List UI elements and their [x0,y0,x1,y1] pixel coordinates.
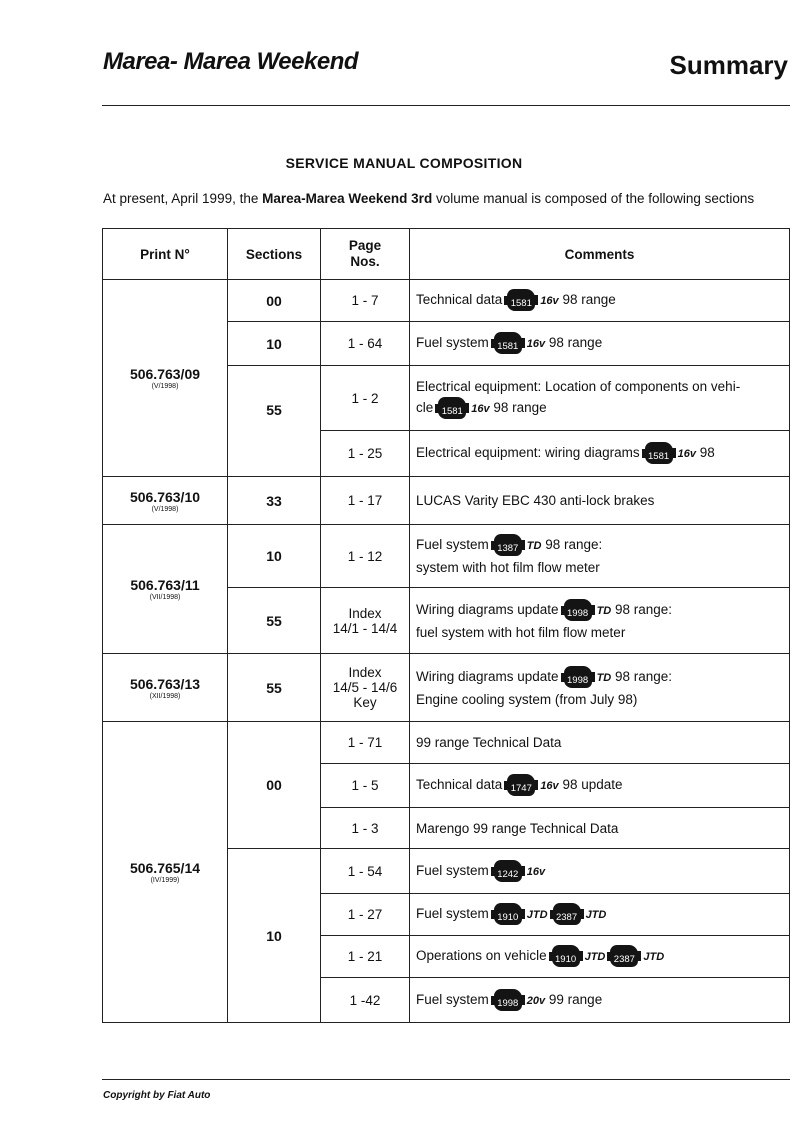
table-row [103,477,790,525]
table-row [103,654,790,722]
engine-icon: 2387 [607,945,641,967]
comment: Electrical equipment: wiring diagrams 1581 16v 98 [410,431,790,477]
page-range: 1 - 54 [321,849,410,894]
engine-icon: 1747 [504,774,538,796]
comment: Operations on vehicle 1910 JTD 2387 JTD [410,936,790,978]
engine-icon: 1581 [491,332,525,354]
page-range: 1 - 71 [321,722,410,764]
section-number: 10 [228,322,321,366]
table-row [103,280,790,322]
intro-pre: At present, April 1999, the [103,191,263,206]
copyright-footer: Copyright by Fiat Auto [103,1090,211,1101]
table-row [103,525,790,588]
section-number: 55 [228,654,321,722]
engine-icon: 1910 [549,945,583,967]
page-range: 1 - 12 [321,525,410,588]
engine-icon: 1581 [642,442,676,464]
print-number: 506.763/13 (XII/1998) [103,654,228,722]
header-right-title: Summary [669,50,788,80]
header-print: Print N° [103,229,228,280]
section-number: 55 [228,366,321,477]
page-range: 1 - 27 [321,894,410,936]
comment: Technical data 1747 16v 98 update [410,764,790,808]
print-number: 506.763/10 (V/1998) [103,477,228,525]
engine-icon: 1387 [491,534,525,556]
intro-post: volume manual is composed of the following sections [432,191,755,206]
comment: 99 range Technical Data [410,722,790,764]
intro-paragraph [103,190,791,207]
comment: Fuel system 1910 JTD 2387 JTD [410,894,790,936]
engine-icon: 1998 [561,666,595,688]
comment: Fuel system 1387 TD 98 range: system with hot film flow meter [410,525,790,588]
page-range: 1 - 2 [321,366,410,431]
header-sections: Sections [228,229,321,280]
engine-icon: 1581 [504,289,538,311]
comment: Marengo 99 range Technical Data [410,808,790,849]
page-title: SERVICE MANUAL COMPOSITION [285,155,523,171]
table-header-row [103,229,790,280]
engine-icon: 1242 [491,860,525,882]
footer-divider [102,1079,790,1080]
engine-icon: 1910 [491,903,525,925]
page-range: 1 -42 [321,978,410,1023]
engine-icon: 1998 [561,599,595,621]
table-row [103,722,790,764]
print-number: 506.763/11 (VII/1998) [103,525,228,654]
page-range: 1 - 25 [321,431,410,477]
page-range: Index 14/5 - 14/6 Key [321,654,410,722]
page-range: 1 - 17 [321,477,410,525]
page-range: 1 - 3 [321,808,410,849]
section-number: 55 [228,588,321,654]
comment: Technical data 1581 16v 98 range [410,280,790,322]
page-range: 1 - 21 [321,936,410,978]
section-number: 00 [228,722,321,849]
header-left-title: Marea- Marea Weekend [103,48,359,75]
section-number: 10 [228,849,321,1023]
section-number: 33 [228,477,321,525]
comment: Wiring diagrams update 1998 TD 98 range: Engine cooling system (from July 98) [410,654,790,722]
comment: LUCAS Varity EBC 430 anti-lock brakes [410,477,790,525]
page-range: 1 - 64 [321,322,410,366]
engine-icon: 2387 [550,903,584,925]
comment: Wiring diagrams update 1998 TD 98 range: fuel system with hot film flow meter [410,588,790,654]
header-page: Page Nos. [321,229,410,280]
comment: Fuel system 1242 16v [410,849,790,894]
comment: Fuel system 1581 16v 98 range [410,322,790,366]
page-range: 1 - 5 [321,764,410,808]
section-number: 10 [228,525,321,588]
page-range: Index 14/1 - 14/4 [321,588,410,654]
print-number: 506.763/09 (V/1998) [103,280,228,477]
header-comments: Comments [410,229,790,280]
engine-icon: 1581 [435,397,469,419]
comment: Fuel system 1998 20v 99 range [410,978,790,1023]
comment: Electrical equipment: Location of components on vehi- cle 1581 16v 98 range [410,366,790,431]
intro-bold: Marea-Marea Weekend 3rd [262,191,433,206]
composition-table [102,228,790,1023]
section-number: 00 [228,280,321,322]
header-divider [102,105,790,106]
page-range: 1 - 7 [321,280,410,322]
engine-icon: 1998 [491,989,525,1011]
print-number: 506.765/14 (IV/1999) [103,722,228,1023]
